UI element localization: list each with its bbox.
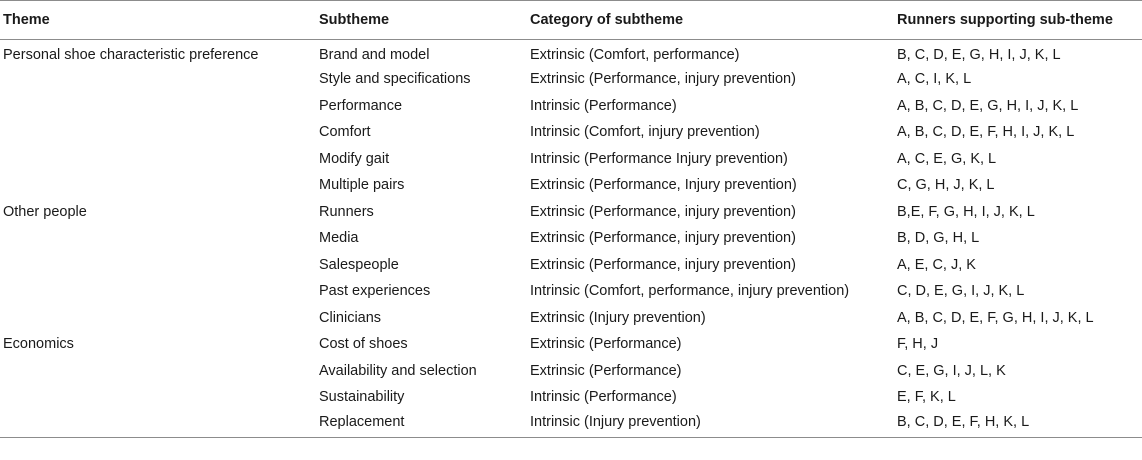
cell-subtheme: Clinicians xyxy=(319,309,382,326)
cell-category: Extrinsic (Comfort, performance) xyxy=(530,47,740,63)
cell-subtheme: Performance xyxy=(319,97,403,114)
cell-category: Extrinsic (Performance, injury prevention) xyxy=(530,71,796,88)
cell-theme xyxy=(0,305,316,332)
header-runners: Runners supporting sub-theme xyxy=(894,1,1142,40)
cell-category: Extrinsic (Performance, injury prevention) xyxy=(530,256,796,273)
cell-theme xyxy=(0,66,316,93)
cell-subtheme: Brand and model xyxy=(319,47,430,63)
header-subtheme: Subtheme xyxy=(316,1,527,40)
cell-category: Intrinsic (Comfort, injury prevention) xyxy=(530,124,760,141)
table-row xyxy=(0,411,1142,438)
cell-category: Extrinsic (Performance) xyxy=(530,362,682,379)
table-row xyxy=(0,225,1142,252)
header-theme: Theme xyxy=(0,1,316,40)
table-row xyxy=(0,93,1142,120)
cell-theme xyxy=(0,278,316,305)
cell-runners: C, E, G, I, J, L, K xyxy=(897,362,1006,379)
cell-runners: A, B, C, D, E, F, H, I, J, K, L xyxy=(897,124,1075,141)
header-category: Category of subtheme xyxy=(527,1,894,40)
cell-runners: B, C, D, E, F, H, K, L xyxy=(894,411,1142,438)
table-body xyxy=(0,40,1142,438)
cell-theme: Economics xyxy=(3,336,74,353)
cell-runners: C, D, E, G, I, J, K, L xyxy=(897,283,1025,300)
cell-runners: A, B, C, D, E, G, H, I, J, K, L xyxy=(897,97,1079,114)
table-row xyxy=(0,40,1142,67)
cell-category: Extrinsic (Performance, Injury prevention) xyxy=(530,177,797,194)
cell-category: Intrinsic (Comfort, performance, injury prevention) xyxy=(530,283,850,300)
table-row xyxy=(0,252,1142,279)
cell-runners: F, H, J xyxy=(897,336,939,353)
cell-theme xyxy=(0,225,316,252)
cell-subtheme: Cost of shoes xyxy=(319,336,408,353)
table-header xyxy=(0,1,1142,40)
table-row xyxy=(0,278,1142,305)
cell-subtheme: Modify gait xyxy=(319,150,390,167)
cell-theme xyxy=(0,252,316,279)
cell-subtheme: Comfort xyxy=(319,124,371,141)
cell-theme xyxy=(0,172,316,199)
table-row xyxy=(0,331,1142,358)
cell-theme xyxy=(0,411,316,438)
cell-theme xyxy=(0,146,316,173)
cell-subtheme: Salespeople xyxy=(319,256,399,273)
cell-category: Extrinsic (Performance, injury prevention) xyxy=(530,203,796,220)
cell-subtheme: Availability and selection xyxy=(319,362,477,379)
cell-category: Extrinsic (Performance) xyxy=(530,336,682,353)
cell-subtheme: Sustainability xyxy=(319,389,405,406)
cell-subtheme: Runners xyxy=(319,203,374,220)
cell-runners: C, G, H, J, K, L xyxy=(897,177,995,194)
table-row xyxy=(0,358,1142,385)
cell-category: Intrinsic (Performance Injury prevention) xyxy=(530,150,788,167)
cell-runners: E, F, K, L xyxy=(897,389,956,406)
cell-theme xyxy=(0,119,316,146)
cell-subtheme: Media xyxy=(319,230,359,247)
table-row xyxy=(0,199,1142,226)
cell-theme xyxy=(0,358,316,385)
cell-theme: Other people xyxy=(3,203,87,220)
cell-category: Intrinsic (Performance) xyxy=(530,389,677,406)
cell-subtheme: Style and specifications xyxy=(319,71,471,88)
table-row xyxy=(0,146,1142,173)
cell-runners: B,E, F, G, H, I, J, K, L xyxy=(897,203,1035,220)
cell-category: Extrinsic (Performance, injury prevention) xyxy=(530,230,796,247)
cell-runners: A, C, I, K, L xyxy=(897,71,972,88)
cell-runners: B, C, D, E, G, H, I, J, K, L xyxy=(897,47,1061,63)
cell-category: Intrinsic (Injury prevention) xyxy=(527,411,894,438)
cell-runners: A, C, E, G, K, L xyxy=(897,150,997,167)
cell-subtheme: Replacement xyxy=(316,411,527,438)
table-row xyxy=(0,66,1142,93)
header-row xyxy=(0,1,1142,40)
cell-theme: Personal shoe characteristic preference xyxy=(3,47,259,63)
table-row xyxy=(0,384,1142,411)
cell-subtheme: Past experiences xyxy=(319,283,431,300)
cell-subtheme: Multiple pairs xyxy=(319,177,405,194)
cell-theme xyxy=(0,384,316,411)
cell-category: Intrinsic (Performance) xyxy=(530,97,677,114)
table-row xyxy=(0,172,1142,199)
cell-runners: B, D, G, H, L xyxy=(897,230,980,247)
table-row xyxy=(0,305,1142,332)
cell-runners: A, E, C, J, K xyxy=(897,256,976,273)
cell-theme xyxy=(0,93,316,120)
table-row xyxy=(0,119,1142,146)
cell-category: Extrinsic (Injury prevention) xyxy=(530,309,706,326)
cell-runners: A, B, C, D, E, F, G, H, I, J, K, L xyxy=(897,309,1094,326)
